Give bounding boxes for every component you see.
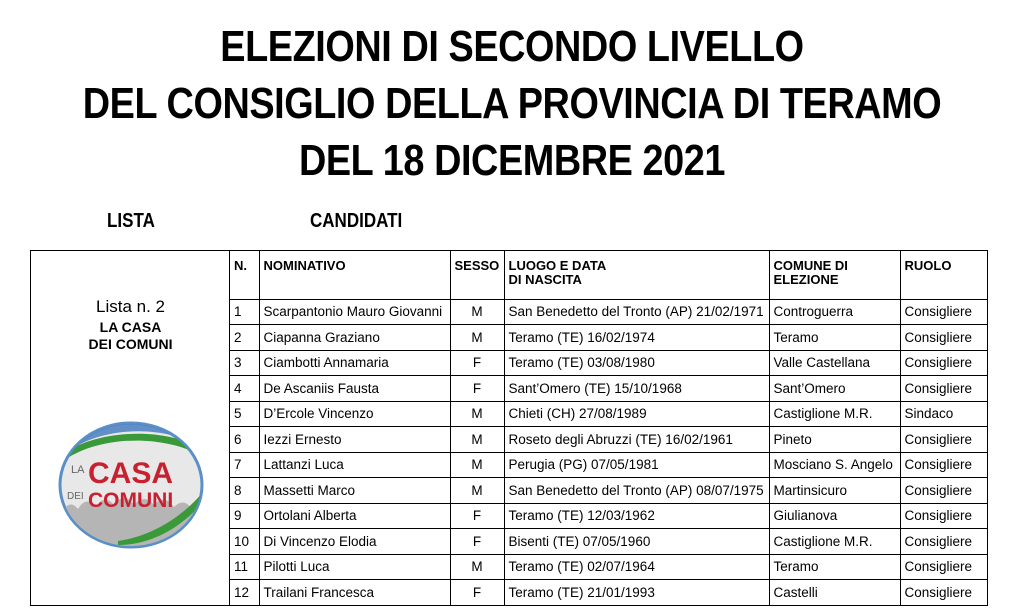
cell-nominativo: Ortolani Alberta [259,503,450,529]
cell-sesso: M [450,478,504,504]
table-row [230,299,987,325]
table-row [230,503,987,529]
cell-sesso: M [450,299,504,325]
cell-ruolo: Consigliere [900,503,987,529]
cell-number: 10 [230,529,259,555]
cell-number: 7 [230,452,259,478]
cell-nominativo: Pilotti Luca [259,554,450,580]
col-header-luogo [504,251,769,299]
cell-luogo-data-nascita: Sant’Omero (TE) 15/10/1968 [504,376,769,402]
cell-comune-elezione: Mosciano S. Angelo [769,452,900,478]
cell-number: 5 [230,401,259,427]
cell-luogo-data-nascita: Teramo (TE) 12/03/1962 [504,503,769,529]
cell-luogo-data-nascita: Perugia (PG) 07/05/1981 [504,452,769,478]
cell-ruolo: Consigliere [900,427,987,453]
cell-comune-elezione: Teramo [769,554,900,580]
cell-comune-elezione: Valle Castellana [769,350,900,376]
title-line-2: DEL CONSIGLIO DELLA PROVINCIA DI TERAMO [82,79,942,128]
list-frame [30,250,988,606]
col-header-n: N. [234,258,247,273]
cell-comune-elezione: Teramo [769,325,900,351]
table-row [230,478,987,504]
logo-text-casa: CASA [88,457,174,490]
cell-luogo-data-nascita: Teramo (TE) 16/02/1974 [504,325,769,351]
cell-nominativo: Ciambotti Annamaria [259,350,450,376]
cell-ruolo: Consigliere [900,350,987,376]
col-header-comune-line-1: COMUNE DI [773,258,848,273]
cell-ruolo: Consigliere [900,529,987,555]
title-line-3: DEL 18 DICEMBRE 2021 [298,136,726,185]
logo-text-la: LA [71,464,85,476]
table-row [230,580,987,606]
col-header-comune-line-2: ELEZIONE [773,272,839,287]
cell-number: 6 [230,427,259,453]
cell-nominativo: Ciapanna Graziano [259,325,450,351]
cell-comune-elezione: Martinsicuro [769,478,900,504]
cell-ruolo: Consigliere [900,478,987,504]
cell-comune-elezione: Controguerra [769,299,900,325]
cell-nominativo: D’Ercole Vincenzo [259,401,450,427]
list-name [31,319,230,353]
list-name-line-1: LA CASA [99,319,162,335]
cell-number: 2 [230,325,259,351]
cell-number: 11 [230,554,259,580]
cell-ruolo: Consigliere [900,554,987,580]
cell-luogo-data-nascita: Roseto degli Abruzzi (TE) 16/02/1961 [504,427,769,453]
col-header-comune [769,251,900,299]
cell-number: 4 [230,376,259,402]
cell-sesso: F [450,580,504,606]
cell-number: 1 [230,299,259,325]
cell-comune-elezione: Pineto [769,427,900,453]
cell-ruolo: Consigliere [900,299,987,325]
col-header-luogo-line-2: DI NASCITA [508,272,582,287]
cell-sesso: M [450,452,504,478]
cell-nominativo: Di Vincenzo Elodia [259,529,450,555]
list-name-line-2: DEI COMUNI [88,336,173,352]
table-row [230,350,987,376]
cell-sesso: F [450,529,504,555]
cell-comune-elezione: Castiglione M.R. [769,529,900,555]
cell-comune-elezione: Castiglione M.R. [769,401,900,427]
cell-luogo-data-nascita: San Benedetto del Tronto (AP) 08/07/1975 [504,478,769,504]
cell-luogo-data-nascita: Teramo (TE) 21/01/1993 [504,580,769,606]
cell-comune-elezione: Sant’Omero [769,376,900,402]
cell-luogo-data-nascita: Chieti (CH) 27/08/1989 [504,401,769,427]
cell-ruolo: Consigliere [900,325,987,351]
table-row [230,325,987,351]
col-header-sesso: SESSO [450,251,504,299]
cell-sesso: F [450,376,504,402]
table-row [230,376,987,402]
cell-sesso: M [450,554,504,580]
col-header-ruolo: RUOLO [900,251,987,299]
lista-label: LISTA [107,210,155,232]
logo-text-dei: DEI [67,491,84,502]
table-row [230,427,987,453]
cell-comune-elezione: Giulianova [769,503,900,529]
table-row [230,452,987,478]
col-header-nominativo: NOMINATIVO [259,251,450,299]
logo-text-comuni: COMUNI [88,489,174,512]
cell-number: 9 [230,503,259,529]
cell-ruolo: Consigliere [900,580,987,606]
cell-luogo-data-nascita: Teramo (TE) 02/07/1964 [504,554,769,580]
cell-ruolo: Sindaco [900,401,987,427]
candidates-table [230,251,987,605]
list-cell [31,251,230,605]
cell-nominativo: Iezzi Ernesto [259,427,450,453]
table-header-row [230,251,987,299]
table-row [230,554,987,580]
cell-ruolo: Consigliere [900,452,987,478]
cell-nominativo: Massetti Marco [259,478,450,504]
cell-sesso: F [450,503,504,529]
cell-comune-elezione: Castelli [769,580,900,606]
cell-sesso: F [450,350,504,376]
cell-number: 8 [230,478,259,504]
cell-number: 12 [230,580,259,606]
list-number: Lista n. 2 [96,297,165,316]
casa-dei-comuni-logo [58,421,204,549]
cell-luogo-data-nascita: Teramo (TE) 03/08/1980 [504,350,769,376]
cell-luogo-data-nascita: Bisenti (TE) 07/05/1960 [504,529,769,555]
cell-sesso: M [450,401,504,427]
cell-sesso: M [450,427,504,453]
cell-nominativo: Scarpantonio Mauro Giovanni [259,299,450,325]
cell-number: 3 [230,350,259,376]
col-header-luogo-line-1: LUOGO E DATA [508,258,607,273]
title-line-1: ELEZIONI DI SECONDO LIVELLO [220,22,804,71]
cell-ruolo: Consigliere [900,376,987,402]
table-row [230,401,987,427]
cell-nominativo: Trailani Francesca [259,580,450,606]
candidati-label: CANDIDATI [310,210,403,232]
cell-nominativo: Lattanzi Luca [259,452,450,478]
table-row [230,529,987,555]
cell-luogo-data-nascita: San Benedetto del Tronto (AP) 21/02/1971 [504,299,769,325]
cell-sesso: M [450,325,504,351]
cell-nominativo: De Ascaniis Fausta [259,376,450,402]
